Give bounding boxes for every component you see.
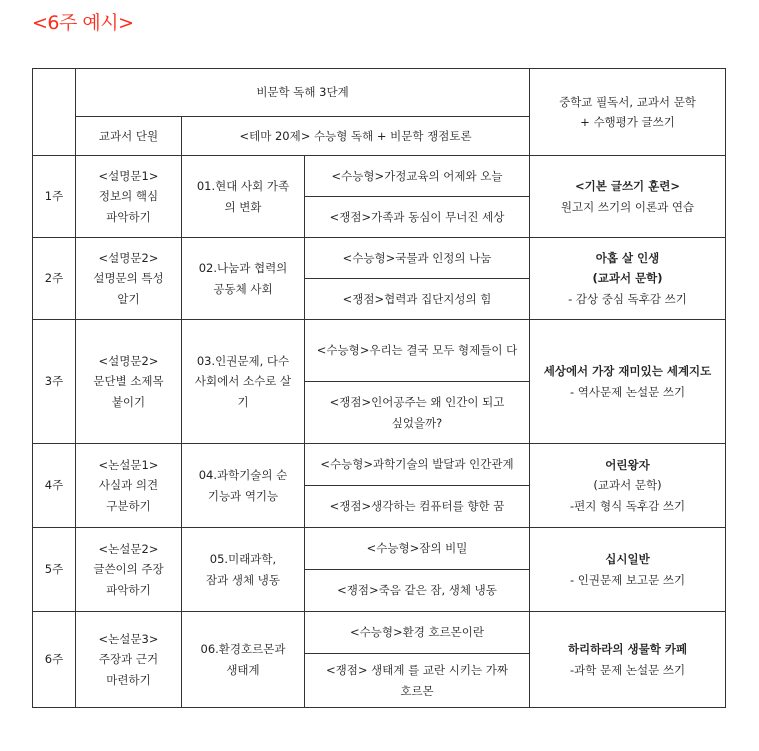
writing-line: -과학 문제 논설문 쓰기 (569, 662, 686, 677)
unit-line: 문단별 소제목 (93, 374, 164, 389)
theme-line: 기 (237, 394, 249, 409)
writing-line: 원고지 쓰기의 이론과 연습 (560, 199, 695, 214)
theme-cell (182, 612, 305, 708)
unit-line: 정보의 핵심 (98, 189, 159, 204)
writing-line: 세상에서 가장 재미있는 세계지도 (543, 364, 712, 379)
unit-line: 글쓴이의 주장 (93, 562, 164, 577)
unit-cell (76, 528, 182, 612)
week-label: 3주 (33, 320, 76, 444)
writing-cell (530, 612, 726, 708)
page-title: <6주 예시> (32, 12, 134, 34)
writing-line: - 감상 중심 독후감 쓰기 (568, 291, 687, 306)
item-jaengjeom: <쟁점>인어공주는 왜 인간이 되고 싶었을까? (305, 382, 530, 444)
unit-line: <논설문1> (98, 458, 159, 473)
header-theme: <테마 20제> 수능형 독해 + 비문학 쟁점토론 (182, 117, 530, 156)
writing-line: 십시일반 (605, 552, 650, 567)
header-row-1 (33, 69, 726, 117)
header-writing-line: + 수행평가 글쓰기 (580, 115, 675, 129)
header-group-title: 비문학 독해 3단계 (76, 69, 530, 117)
unit-line: 마련하기 (106, 672, 151, 687)
unit-cell (76, 444, 182, 528)
theme-line: 02.나눔과 협력의 (198, 261, 288, 276)
unit-line: <설명문1> (98, 169, 159, 184)
writing-line: - 인권문제 보고문 쓰기 (569, 572, 686, 587)
item-suneung: <수능형>우리는 결국 모두 형제들이 다 (305, 320, 530, 382)
theme-line: 01.현대 사회 가족 (196, 179, 290, 194)
writing-line: 하리하라의 생물학 카페 (567, 642, 688, 657)
writing-cell (530, 156, 726, 238)
theme-line: 05.미래과학, (209, 552, 277, 567)
unit-line: 파악하기 (106, 209, 151, 224)
item-jaengjeom: <쟁점>가족과 동심이 무너진 세상 (305, 197, 530, 238)
unit-line: <설명문2> (98, 251, 159, 266)
header-writing-line: 중학교 필독서, 교과서 문학 (559, 94, 696, 109)
unit-cell (76, 320, 182, 444)
writing-line: <기본 글쓰기 훈련> (574, 179, 681, 194)
week-label: 4주 (33, 444, 76, 528)
item-suneung: <수능형>잠의 비밀 (305, 528, 530, 570)
theme-line: 06.환경호르몬과 (200, 642, 286, 657)
unit-line: <논설문3> (98, 632, 159, 647)
theme-line: 03.인권문제, 다수 (196, 354, 290, 369)
header-unit: 교과서 단원 (76, 117, 182, 156)
writing-cell (530, 528, 726, 612)
week-label: 2주 (33, 238, 76, 320)
item-jaengjeom: <쟁점>생각하는 컴퓨터를 향한 꿈 (305, 486, 530, 528)
theme-cell (182, 156, 305, 238)
unit-line: 알기 (117, 291, 140, 306)
writing-line: 어린왕자 (605, 458, 650, 473)
writing-cell (530, 320, 726, 444)
unit-line: 설명문의 특성 (93, 271, 164, 286)
unit-line: <설명문2> (98, 354, 159, 369)
writing-cell (530, 238, 726, 320)
week-label: 1주 (33, 156, 76, 238)
week-label: 6주 (33, 612, 76, 708)
header-corner-cell (33, 69, 76, 156)
header-writing (530, 69, 726, 156)
item-suneung: <수능형>과학기술의 발달과 인간관계 (305, 444, 530, 486)
theme-cell (182, 238, 305, 320)
week-row (33, 612, 726, 654)
theme-line: 잠과 생체 냉동 (206, 572, 280, 587)
theme-line: 의 변화 (224, 199, 262, 214)
week-row (33, 528, 726, 570)
theme-line: 사회에서 소수로 살 (194, 374, 292, 389)
unit-cell (76, 156, 182, 238)
theme-line: 04.과학기술의 순 (198, 468, 288, 483)
theme-line: 생태계 (226, 662, 260, 677)
week-row (33, 444, 726, 486)
unit-cell (76, 238, 182, 320)
writing-line: 아홉 살 인생 (595, 251, 660, 266)
item-jaengjeom: <쟁점>죽음 같은 잠, 생체 냉동 (305, 570, 530, 612)
unit-line: 사실과 의견 (98, 478, 159, 493)
item-jaengjeom: <쟁점>협력과 집단지성의 힘 (305, 279, 530, 320)
curriculum-table (32, 68, 726, 708)
week-row (33, 156, 726, 197)
theme-cell (182, 320, 305, 444)
week-label: 5주 (33, 528, 76, 612)
writing-cell (530, 444, 726, 528)
unit-line: 구분하기 (106, 498, 151, 513)
theme-line: 기능과 역기능 (207, 488, 279, 503)
unit-line: <논설문2> (98, 542, 159, 557)
unit-line: 주장과 근거 (98, 652, 159, 667)
week-row (33, 238, 726, 279)
item-suneung: <수능형>국물과 인정의 나눔 (305, 238, 530, 279)
writing-line: (교과서 문학) (593, 478, 662, 493)
item-suneung: <수능형>환경 호르몬이란 (305, 612, 530, 654)
unit-line: 붙이기 (111, 394, 146, 409)
theme-cell (182, 444, 305, 528)
writing-line: -편지 형식 독후감 쓰기 (569, 498, 686, 513)
item-jaengjeom: <쟁점> 생태계 를 교란 시키는 가짜 호르몬 (305, 654, 530, 708)
unit-cell (76, 612, 182, 708)
writing-line: (교과서 문학) (592, 271, 663, 286)
item-suneung: <수능형>가정교육의 어제와 오늘 (305, 156, 530, 197)
theme-line: 공동체 사회 (213, 281, 273, 296)
theme-cell (182, 528, 305, 612)
week-row (33, 320, 726, 382)
unit-line: 파악하기 (106, 582, 151, 597)
writing-line: - 역사문제 논설문 쓰기 (569, 384, 686, 399)
